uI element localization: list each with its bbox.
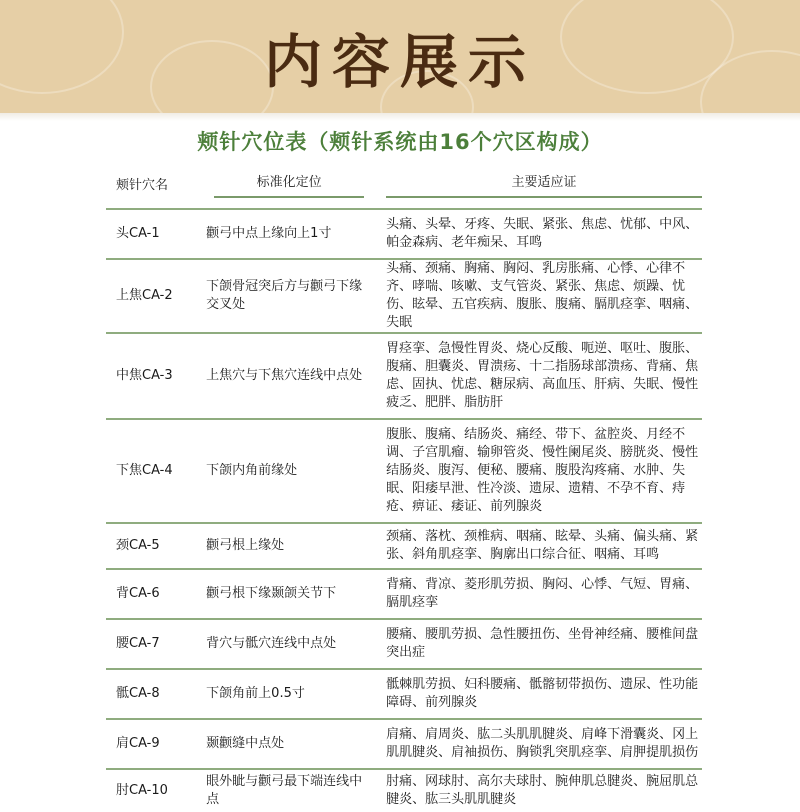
banner-divider bbox=[0, 113, 800, 121]
header-name: 颊针穴名 bbox=[116, 178, 169, 193]
table-row bbox=[106, 332, 702, 418]
header-indications: 主要适应证 bbox=[372, 164, 702, 208]
table-row bbox=[106, 522, 702, 568]
point-location: 背穴与骶穴连线中点处 bbox=[196, 618, 372, 668]
point-indications: 颈痛、落枕、颈椎病、咽痛、眩晕、头痛、偏头痛、紧张、斜角肌痉挛、胸廓出口综合征、咽痛、耳鸣 bbox=[372, 522, 702, 568]
table-row bbox=[106, 568, 702, 618]
point-location: 眼外眦与颧弓最下端连线中点 bbox=[196, 768, 372, 812]
point-indications: 骶棘肌劳损、妇科腰痛、骶髂韧带损伤、遗尿、性功能障碍、前列腺炎 bbox=[372, 668, 702, 718]
point-name: 下焦CA-4 bbox=[106, 418, 196, 522]
table-row bbox=[106, 418, 702, 522]
point-name: 肘CA-10 bbox=[106, 768, 196, 812]
point-indications: 头痛、颈痛、胸痛、胸闷、乳房胀痛、心悸、心律不齐、哮喘、咳嗽、支气管炎、紧张、焦虑、烦躁、忧伤、眩晕、五官疾病、腹胀、腹痛、膈肌痉挛、咽痛、失眠 bbox=[372, 258, 702, 332]
table-row bbox=[106, 768, 702, 812]
point-indications: 肩痛、肩周炎、肱二头肌肌腱炎、肩峰下滑囊炎、冈上肌肌腱炎、肩袖损伤、胸锁乳突肌痉挛、肩胛提肌损伤 bbox=[372, 718, 702, 768]
swirl-pattern bbox=[0, 0, 124, 94]
banner-title: 内容展示 bbox=[263, 27, 536, 96]
header-banner bbox=[0, 0, 800, 113]
point-indications: 背痛、背凉、菱形肌劳损、胸闷、心悸、气短、胃痛、膈肌痉挛 bbox=[372, 568, 702, 618]
point-location: 颧弓根下缘颞颌关节下 bbox=[196, 568, 372, 618]
swirl-pattern bbox=[150, 40, 274, 113]
point-location: 下颌内角前缘处 bbox=[196, 418, 372, 522]
table-row bbox=[106, 618, 702, 668]
point-indications: 腹胀、腹痛、结肠炎、痛经、带下、盆腔炎、月经不调、子宫肌瘤、输卵管炎、慢性阑尾炎、膀胱炎、慢性结肠炎、腹泻、便秘、腰痛、腹股沟疼痛、水肿、失眠、阳痿早泄、性冷淡、遗尿、遗精、不孕不育、痔疮、痹证、痿证、前列腺炎 bbox=[372, 418, 702, 522]
point-location: 颧弓中点上缘向上1寸 bbox=[196, 208, 372, 258]
table-title: 颊针穴位表（颊针系统由16个穴区构成） bbox=[197, 130, 603, 154]
point-location: 下颌骨冠突后方与颧弓下缘交叉处 bbox=[196, 258, 372, 332]
point-indications: 腰痛、腰肌劳损、急性腰扭伤、坐骨神经痛、腰椎间盘突出症 bbox=[372, 618, 702, 668]
point-location: 颧弓根上缘处 bbox=[196, 522, 372, 568]
point-indications: 头痛、头晕、牙疼、失眠、紧张、焦虑、忧郁、中风、帕金森病、老年痴呆、耳鸣 bbox=[372, 208, 702, 258]
point-location: 颞颧缝中点处 bbox=[196, 718, 372, 768]
header-location: 标准化定位 bbox=[196, 164, 372, 208]
acupoint-table bbox=[106, 164, 702, 812]
point-name: 颈CA-5 bbox=[106, 522, 196, 568]
point-name: 头CA-1 bbox=[106, 208, 196, 258]
point-indications: 胃痉挛、急慢性胃炎、烧心反酸、呃逆、呕吐、腹胀、腹痛、胆囊炎、胃溃疡、十二指肠球部溃疡、背痛、焦虑、固执、忧虑、糖尿病、高血压、肝病、失眠、慢性疲乏、肥胖、脂肪肝 bbox=[372, 332, 702, 418]
point-name: 上焦CA-2 bbox=[106, 258, 196, 332]
point-name: 肩CA-9 bbox=[106, 718, 196, 768]
table-header-row bbox=[106, 164, 702, 208]
table-row bbox=[106, 718, 702, 768]
point-name: 中焦CA-3 bbox=[106, 332, 196, 418]
point-name: 腰CA-7 bbox=[106, 618, 196, 668]
point-name: 背CA-6 bbox=[106, 568, 196, 618]
point-name: 骶CA-8 bbox=[106, 668, 196, 718]
table-row bbox=[106, 668, 702, 718]
table-row bbox=[106, 208, 702, 258]
point-indications: 肘痛、网球肘、高尔夫球肘、腕伸肌总腱炎、腕屈肌总腱炎、肱三头肌肌腱炎 bbox=[372, 768, 702, 812]
table-row bbox=[106, 258, 702, 332]
point-location: 下颌角前上0.5寸 bbox=[196, 668, 372, 718]
point-location: 上焦穴与下焦穴连线中点处 bbox=[196, 332, 372, 418]
